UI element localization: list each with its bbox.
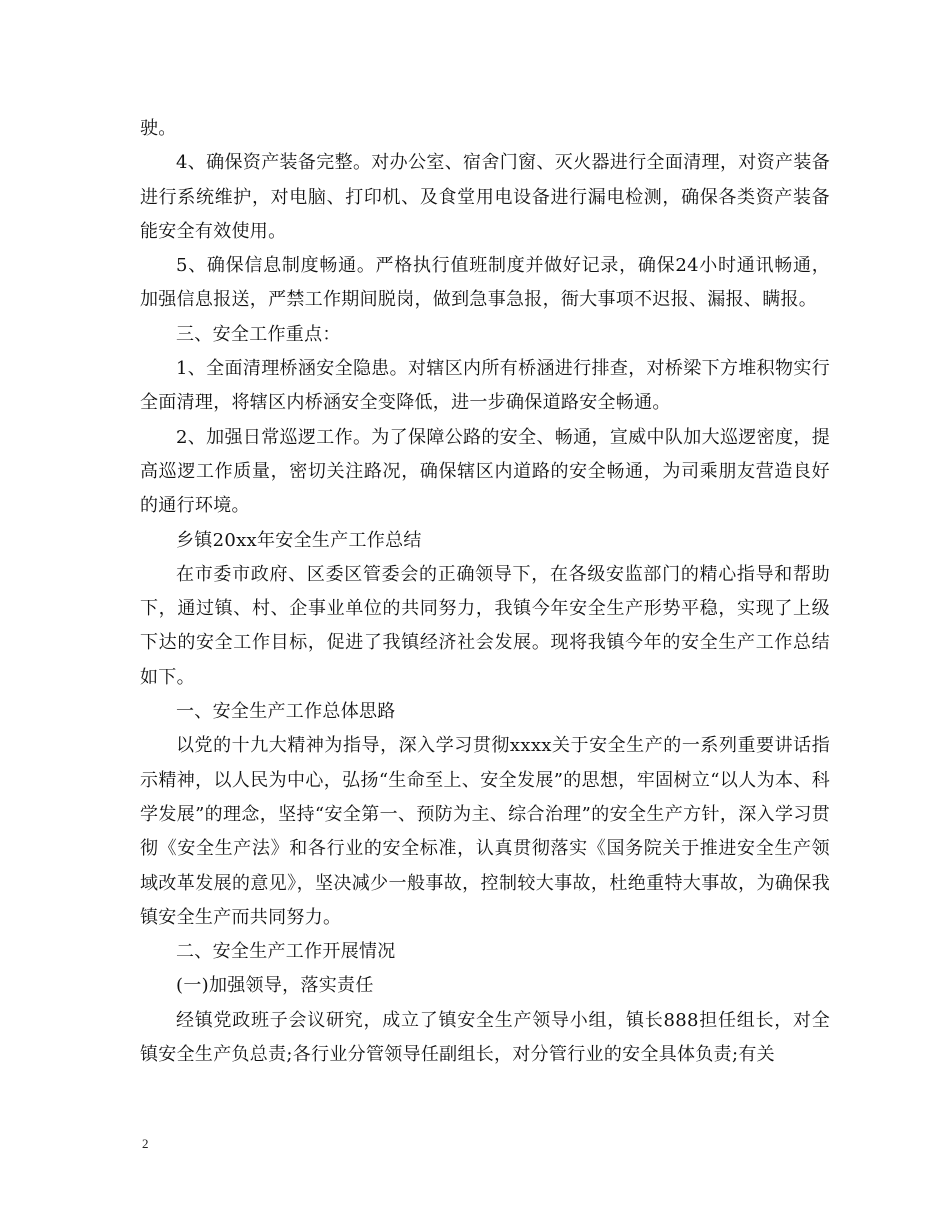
paragraph: 4、确保资产装备完整。对办公室、宿舍门窗、灭火器进行全面清理，对资产装备进行系统维护，对电脑、打印机、及食堂用电设备进行漏电检测，确保各类资产装备能安全有效使用。 [140, 152, 830, 242]
document-title: 乡镇20xx年安全生产工作总结 [176, 529, 422, 551]
paragraph: 1、全面清理桥涵安全隐患。对辖区内所有桥涵进行排查，对桥梁下方堆积物实行全面清理，将辖区内桥涵安全变降低，进一步确保道路安全畅通。 [140, 358, 830, 414]
paragraph: 经镇党政班子会议研究，成立了镇安全生产领导小组，镇长888担任组长，对全镇安全生产负总责;各行业分管领导任副组长，对分管行业的安全具体负责;有关 [140, 1009, 830, 1066]
section-heading: 二、安全生产工作开展情况 [176, 941, 396, 963]
section-heading: 一、安全生产工作总体思路 [176, 701, 396, 723]
body-text [140, 112, 830, 1072]
paragraph: 驶。 [140, 118, 177, 139]
paragraph: 以党的十九大精神为指导，深入学习贯彻xxxx关于安全生产的一系列重要讲话指示精神，以人民为中心，弘扬“生命至上、安全发展”的思想，牢固树立“以人为本、科学发展”的理念，坚持“安全第一、预防为主、综合治理”的安全生产方针，深入学习贯彻《安全生产法》和各行业的安全标准，认真贯彻落实《国务院关于推进安全生产领域改革发展的意见》，坚决减少一般事故，控制较大事故，杜绝重特大事故，为确保我镇安全生产而共同努力。 [140, 735, 830, 928]
subsection-heading: (一)加强领导，落实责任 [176, 975, 374, 997]
paragraph: 在市委市政府、区委区管委会的正确领导下，在各级安监部门的精心指导和帮助下，通过镇、村、企事业单位的共同努力，我镇今年安全生产形势平稳，实现了上级下达的安全工作目标，促进了我镇经济社会发展。现将我镇今年的安全生产工作总结如下。 [140, 563, 830, 688]
paragraph: 2、加强日常巡逻工作。为了保障公路的安全、畅通，宣威中队加大巡逻密度，提高巡逻工作质量，密切关注路况，确保辖区内道路的安全畅通，为司乘朋友营造良好的通行环境。 [140, 426, 830, 517]
section-heading: 三、安全工作重点： [176, 323, 341, 345]
page-number: 2 [142, 1136, 149, 1151]
paragraph: 5、确保信息制度畅通。严格执行值班制度并做好记录，确保24小时通讯畅通，加强信息报送，严禁工作期间脱岗，做到急事急报，衙大事项不迟报、漏报、瞒报。 [140, 255, 830, 311]
